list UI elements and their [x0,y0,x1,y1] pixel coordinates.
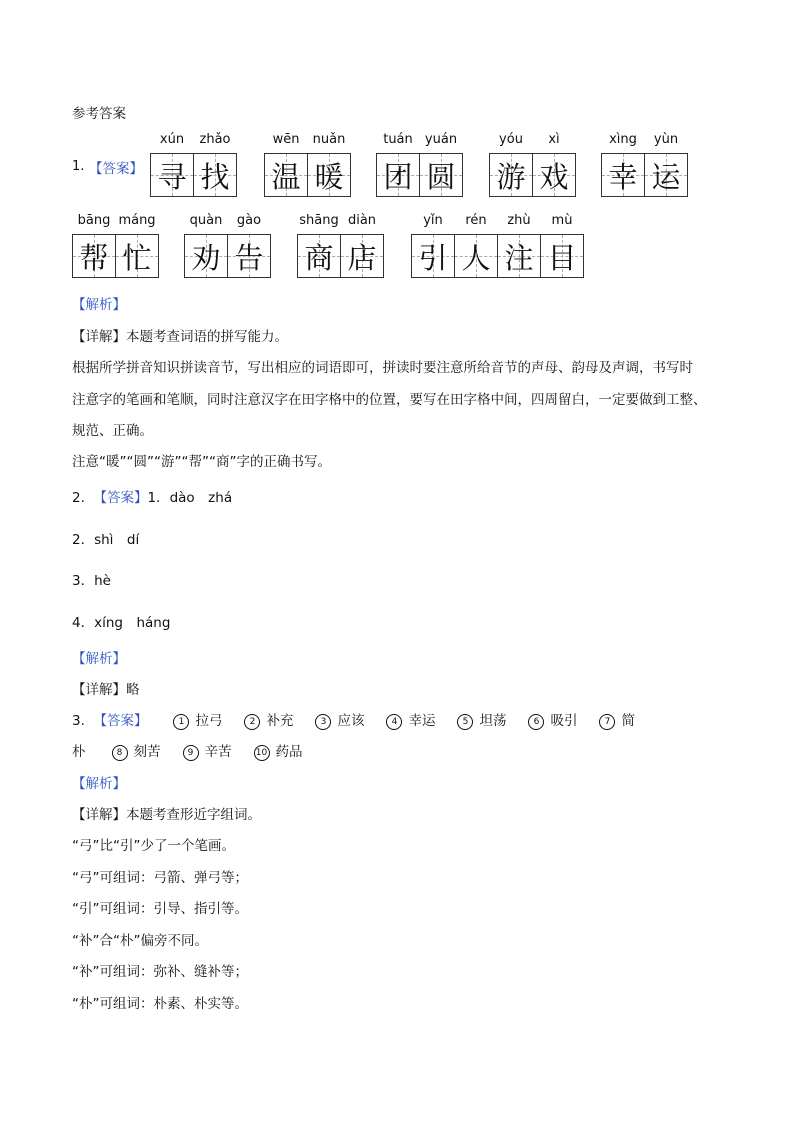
pinyin-label: tuán [383,132,413,147]
q2-number: 2. [72,490,85,506]
q3-answer-item [244,713,293,729]
tian-zi-ge-cell [227,213,271,278]
circled-number: 8 [112,745,128,761]
tian-zi-ge-cell [497,213,541,278]
q3-number: 3. [72,713,85,729]
hanzi-character: 告 [234,240,264,275]
q2-detail-text: 略 [126,682,140,698]
q3-answer-word: 补充 [266,713,294,729]
q3-explanation-line: “弓”可组词：弓箭、弹弓等； [72,869,248,886]
word-grid [297,213,384,278]
circled-number: 7 [599,714,615,730]
q3-explanation-line: “朴”可组词：朴素、朴实等。 [72,995,248,1012]
circled-number: 6 [528,714,544,730]
pinyin-label: yǐn [423,213,443,228]
pinyin-label: máng [118,213,156,228]
tian-zi-ge-cell [644,132,688,197]
q3-analysis-tag: 【解析】 [72,776,126,792]
tian-zi-ge-cell [184,213,228,278]
tian-zi-ge-cell [540,213,584,278]
q2-answer-3: 3．hè [72,573,111,589]
word-grid [72,213,159,278]
hanzi-character: 团 [383,159,413,194]
page-title: 参考答案 [72,106,126,122]
word-grid [489,132,576,197]
q3-answer-word: 简 [621,713,635,729]
q1-detail-tag: 【详解】 [72,329,126,345]
pinyin-label: xún [159,132,185,147]
pinyin-label: zhù [507,213,531,228]
q2-answer-1: 1．dào zhá [147,490,233,506]
pinyin-label: mù [551,213,573,228]
q3-answer-word: 幸运 [408,713,436,729]
tian-zi-ge-cell [532,132,576,197]
tian-zi-ge-cell [489,132,533,197]
tian-zi-ge-cell [419,132,463,197]
q3-detail-text: 本题考查形近字组词。 [126,807,261,823]
q2-answer-4: 4．xíng háng [72,615,171,631]
q3-explanation-line: “引”可组词：引导、指引等。 [72,901,248,917]
q3-answer-line2 [72,743,325,761]
q2-answer-2: 2．shì dí [72,532,140,548]
q3-answer-line1 [72,712,657,730]
q3-answer-item [599,713,635,729]
q2-analysis-tag: 【解析】 [72,651,126,667]
hanzi-character: 找 [200,159,230,194]
q3-explanation-line: “补”合“朴”偏旁不同。 [72,932,208,949]
q1-answer-tag: 【答案】 [89,161,143,177]
q3-answer-item [183,744,232,760]
q3-answer-item [528,713,577,729]
pinyin-label: quàn [189,213,223,228]
circled-number: 3 [315,714,331,730]
q1-para1-line2: 注意字的笔画和笔顺，同时注意汉字在田字格中的位置，要写在田字格中间，四周留白，一定要做到工整、 [72,392,707,408]
pinyin-label: rén [465,213,487,228]
tian-zi-ge-cell [340,213,384,278]
q3-detail [72,806,261,824]
pinyin-label: xìng [609,132,637,147]
tian-zi-ge-cell [454,213,498,278]
word-grid [376,132,463,197]
q3-answer-word: 药品 [275,744,303,760]
hanzi-character: 圆 [426,159,456,194]
q1-number: 1. [72,159,85,174]
tian-zi-ge-cell [307,132,351,197]
tian-zi-ge-cell [297,213,341,278]
q3-items-row1 [173,713,657,729]
q3-answer-item [386,713,435,729]
q1-para1-line3: 规范、正确。 [72,423,153,439]
circled-number: 9 [183,745,199,761]
circled-number: 5 [457,714,473,730]
pinyin-label: bāng [77,213,111,228]
q3-answer-item [173,713,222,729]
pinyin-label: yóu [499,132,523,147]
word-grid [150,132,237,197]
hanzi-character: 温 [271,159,301,194]
pinyin-label: diàn [347,213,377,228]
q1-analysis-tag: 【解析】 [72,297,126,313]
pinyin-label: yuán [424,132,458,147]
hanzi-character: 运 [651,159,681,194]
pinyin-label: zhǎo [199,132,231,147]
word-grid [411,213,584,278]
q3-answer-item [315,713,364,729]
hanzi-character: 目 [547,240,577,275]
circled-number: 4 [386,714,402,730]
tian-zi-ge-cell [264,132,308,197]
q3-line2-lead: 朴 [72,744,86,760]
q2-answer-tag: 【答案】 [93,490,148,506]
q1-para1-line1: 根据所学拼音知识拼读音节，写出相应的词语即可，拼读时要注意所给音节的声母、韵母及声调，书写时 [72,360,693,376]
q3-answer-item [254,744,303,760]
hanzi-character: 商 [304,240,334,275]
tian-zi-ge-cell [601,132,645,197]
hanzi-character: 人 [461,240,491,275]
q3-answer-word: 坦荡 [479,713,507,729]
hanzi-character: 店 [347,240,377,275]
q3-answer-word: 刻苦 [133,744,161,760]
hanzi-character: 暖 [314,159,344,194]
q3-answer-word: 应该 [337,713,365,729]
hanzi-character: 劝 [191,240,221,275]
hanzi-character: 游 [496,159,526,194]
hanzi-character: 帮 [79,240,109,275]
q2-detail-tag: 【详解】 [72,682,126,698]
hanzi-character: 引 [418,240,448,275]
pinyin-label: shāng [299,213,339,228]
tian-zi-ge-cell [115,213,159,278]
hanzi-character: 忙 [122,240,152,275]
word-grid [601,132,688,197]
q3-answer-item [457,713,506,729]
tian-zi-ge-cell [411,213,455,278]
pinyin-label: wēn [272,132,300,147]
pinyin-label: xì [548,132,560,147]
q3-explanation-line: “补”可组词：弥补、缝补等； [72,964,248,980]
circled-number: 2 [244,714,260,730]
q3-answer-word: 吸引 [550,713,578,729]
pinyin-label: yùn [653,132,679,147]
word-grid [264,132,351,197]
tian-zi-ge-cell [72,213,116,278]
q1-detail [72,328,288,346]
circled-number: 10 [254,745,270,761]
q3-detail-tag: 【详解】 [72,807,126,823]
q3-items-row2 [112,744,325,760]
q1-para2: 注意“暖”“圆”“游”“帮”“商”字的正确书写。 [72,454,331,470]
q3-answer-word: 辛苦 [204,744,232,760]
q3-answer-tag: 【答案】 [93,713,148,729]
q2-detail [72,681,140,699]
tian-zi-ge-cell [376,132,420,197]
q3-explanation-line: “弓”比“引”少了一个笔画。 [72,838,235,854]
hanzi-character: 戏 [539,159,569,194]
hanzi-character: 幸 [608,159,638,194]
q2-answer-line [72,489,232,507]
tian-zi-ge-cell [150,132,194,197]
circled-number: 1 [173,714,189,730]
hanzi-character: 注 [504,240,534,275]
hanzi-character: 寻 [157,159,187,194]
word-grid [184,213,271,278]
pinyin-label: gào [236,213,262,228]
q3-answer-item [112,744,161,760]
tian-zi-ge-cell [193,132,237,197]
q1-detail-text: 本题考查词语的拼写能力。 [126,329,288,345]
pinyin-label: nuǎn [312,132,346,147]
q3-answer-word: 拉弓 [195,713,223,729]
